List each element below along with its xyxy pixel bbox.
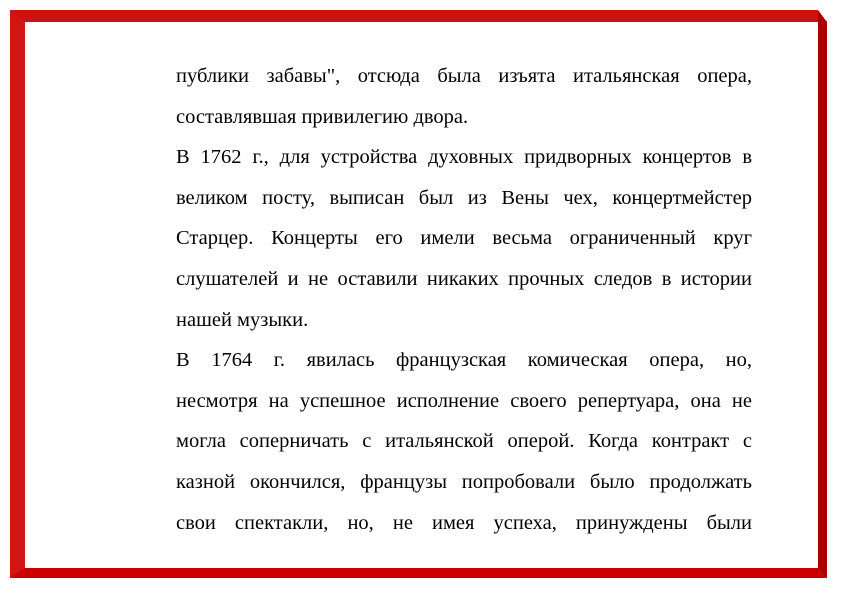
text-line: составлявшая привилегию двора. [176, 105, 469, 128]
paragraph [176, 340, 752, 543]
text-line: публики забавы", отсюда была изъята итальянская опера, [176, 65, 752, 87]
text-line: В 1764 г. явилась французская комическая опера, но, [176, 349, 752, 372]
text-line: нашей музыки. [176, 308, 309, 331]
paragraph [176, 56, 752, 137]
text-line: Старцер. Концерты его имели весьма ограниченный круг [176, 227, 752, 250]
text-line: В 1762 г., для устройства духовных придворных концертов в [176, 146, 752, 169]
text-line: могла соперничать с итальянской оперой. Когда контракт с [176, 430, 752, 453]
text-line: казной окончился, французы попробовали было продолжать [176, 470, 752, 493]
text-line: великом посту, выписан был из Вены чех, концертмейстер [176, 186, 752, 209]
document-text [176, 56, 752, 543]
text-line: свои спектакли, но, не имея успеха, принуждены были [176, 511, 752, 534]
text-line: несмотря на успешное исполнение своего репертуара, она не [176, 389, 752, 412]
paragraph [176, 137, 752, 340]
text-line: слушателей и не оставили никаких прочных следов в истории [176, 267, 752, 290]
